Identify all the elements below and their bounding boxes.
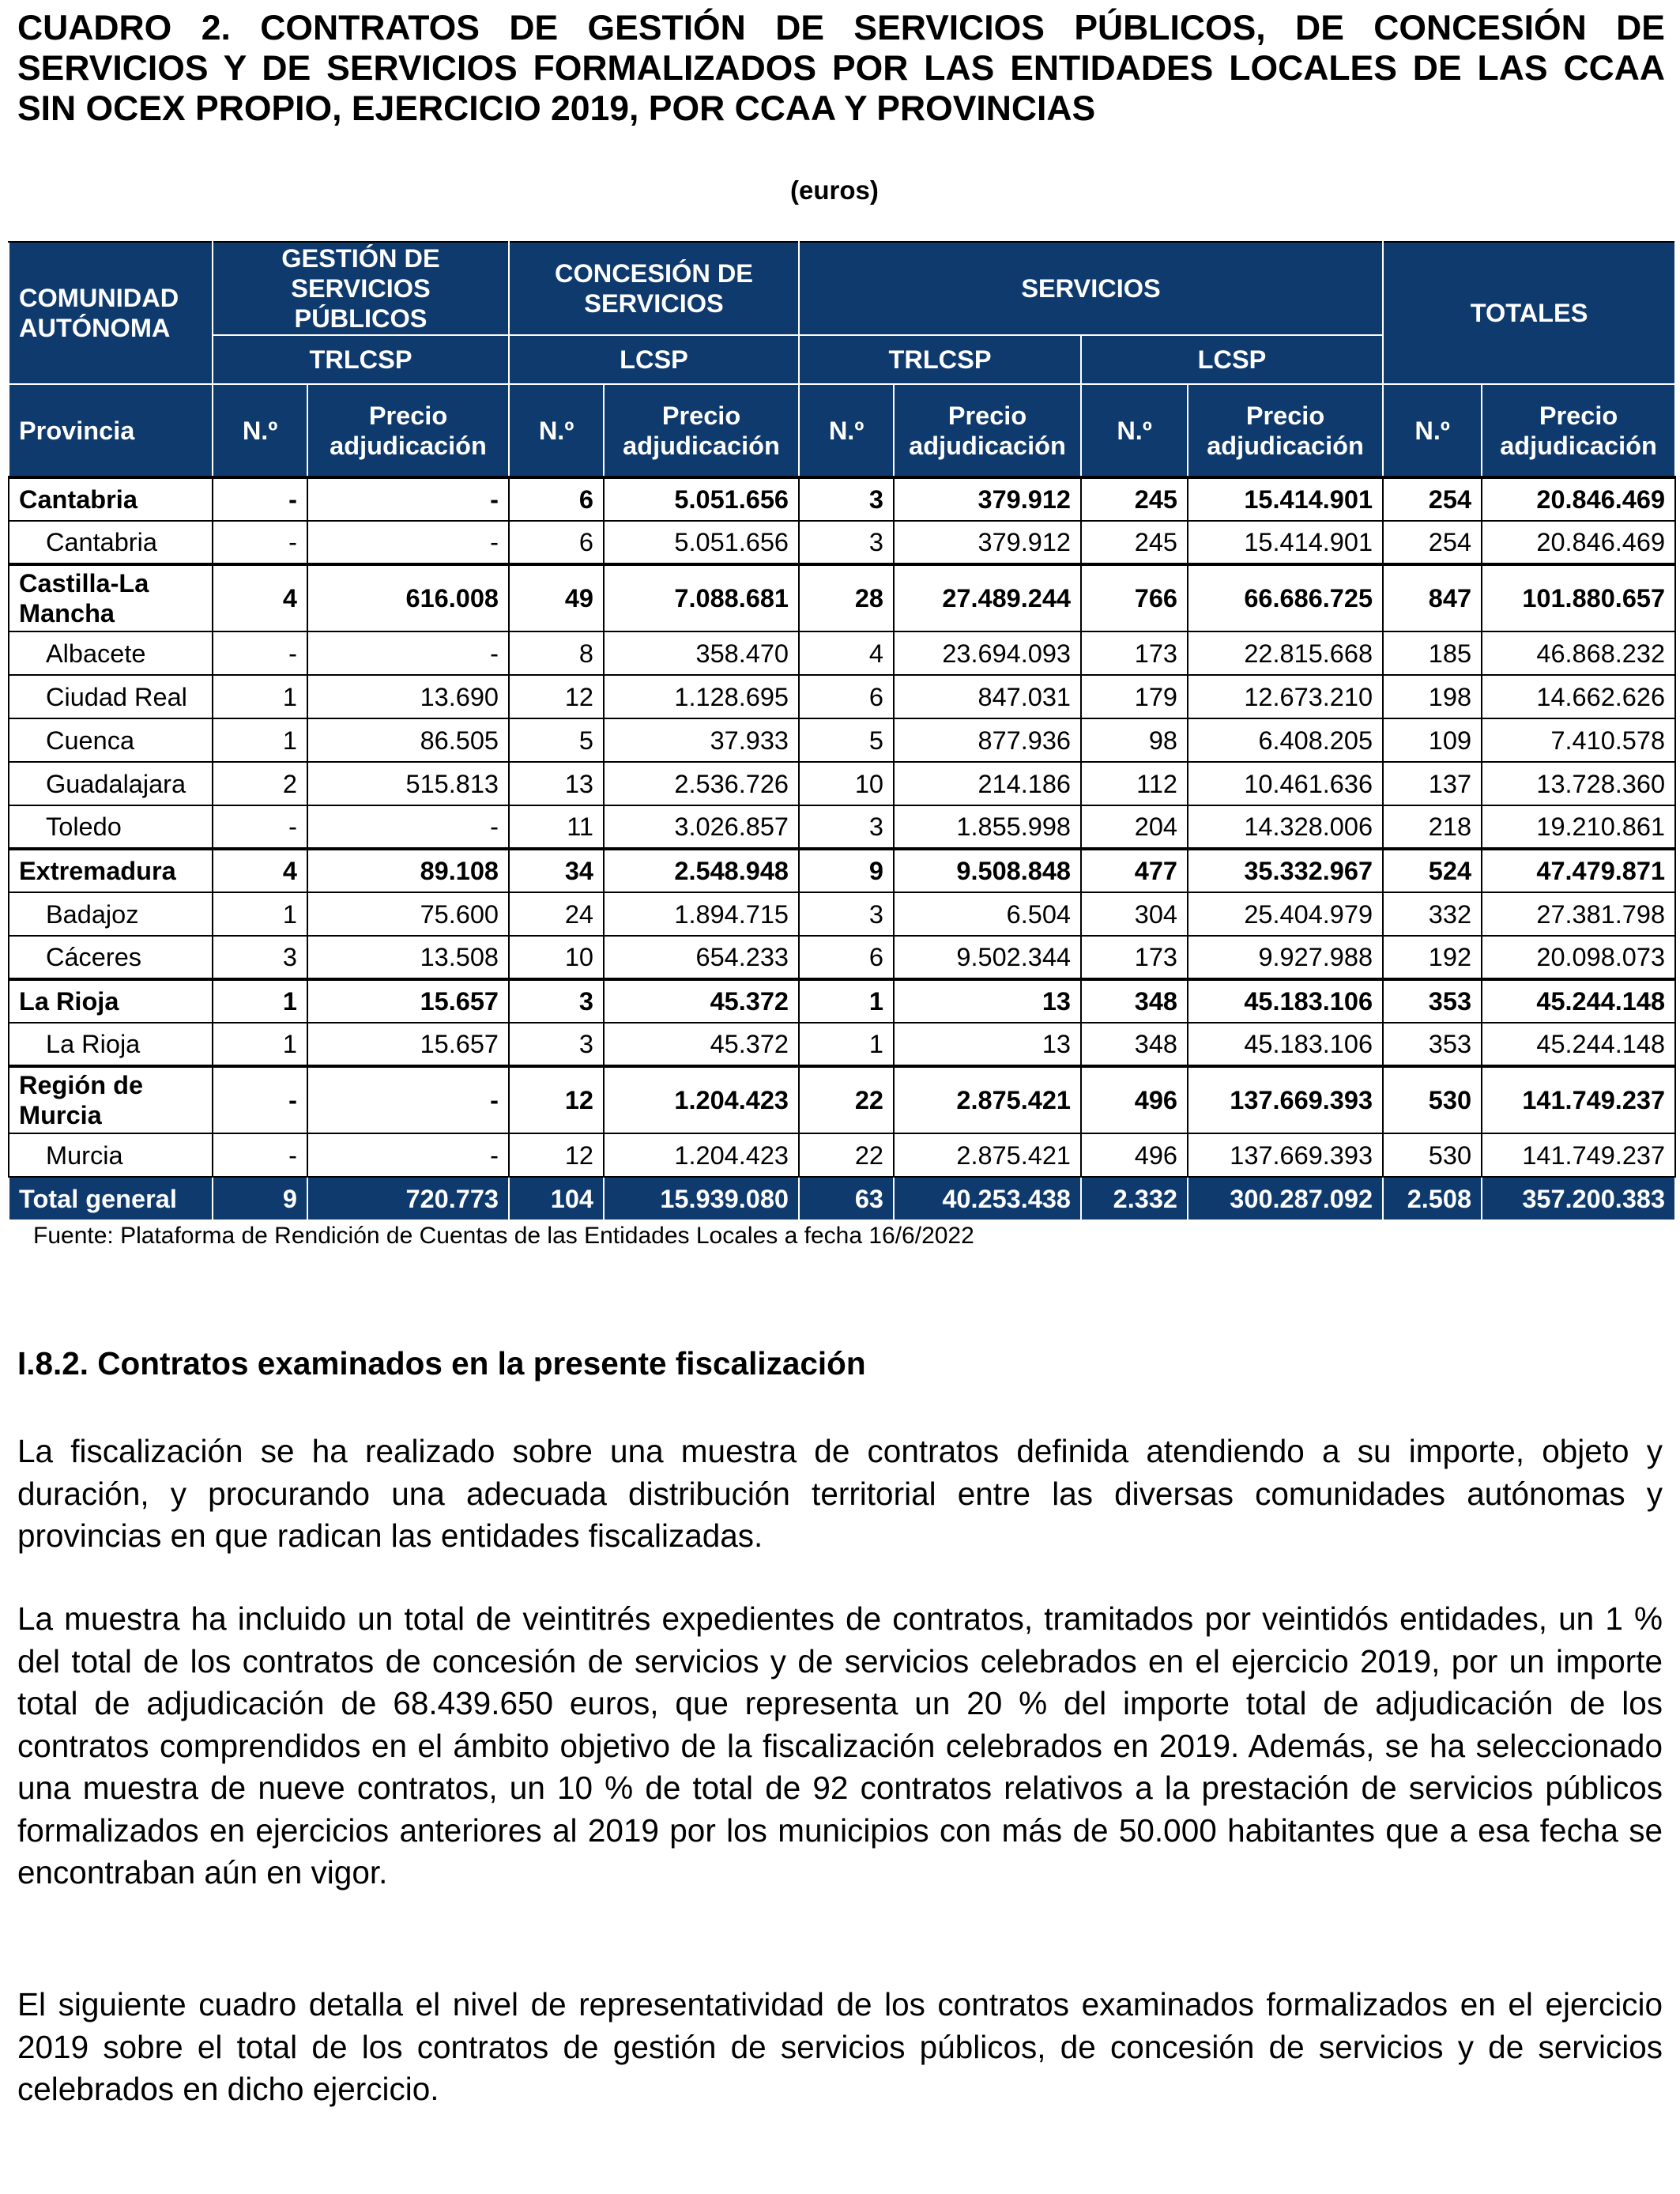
table-cell: 37.933 [604, 718, 799, 762]
table-cell: 109 [1383, 718, 1482, 762]
table-cell: 245 [1081, 521, 1188, 564]
table-cell: 4 [799, 631, 894, 675]
table-cell: 4 [213, 564, 307, 631]
table-cell: 357.200.383 [1482, 1177, 1675, 1220]
table-cell: 35.332.967 [1188, 849, 1383, 892]
row-label: Cantabria [9, 477, 213, 521]
table-cell: 8 [509, 631, 604, 675]
table-cell: - [307, 521, 509, 564]
table-cell: 13.690 [307, 675, 509, 718]
table-cell: 1 [213, 1023, 307, 1066]
table-cell: 75.600 [307, 892, 509, 936]
table-cell: 2 [213, 762, 307, 805]
table-cell: 15.657 [307, 979, 509, 1023]
header-num: N.º [799, 384, 894, 477]
table-cell: 27.489.244 [894, 564, 1081, 631]
table-cell: 20.846.469 [1482, 477, 1675, 521]
paragraph: La fiscalización se ha realizado sobre una muestra de contratos definida atendiendo a su importe, objeto y duración, y procurando una adecuada distribución territorial entre las diversas comunidades autónomas y provincias en que radican las entidades fiscalizadas. [17, 1433, 1663, 1554]
table-cell: 12.673.210 [1188, 675, 1383, 718]
table-cell: 515.813 [307, 762, 509, 805]
table-cell: 2.875.421 [894, 1133, 1081, 1177]
table-cell: 22.815.668 [1188, 631, 1383, 675]
table-cell: 4 [213, 849, 307, 892]
header-comunidad: COMUNIDAD AUTÓNOMA [9, 242, 213, 384]
table-cell: - [213, 1133, 307, 1177]
table-cell: 3 [509, 979, 604, 1023]
table-cell: 112 [1081, 762, 1188, 805]
table-cell: 7.088.681 [604, 564, 799, 631]
header-servicios-lcsp: LCSP [1081, 335, 1383, 384]
unit-label: (euros) [790, 175, 879, 205]
table-cell: 13 [894, 979, 1081, 1023]
header-num: N.º [509, 384, 604, 477]
ccaa-row [9, 979, 1675, 1023]
province-row [9, 805, 1675, 849]
header-precio: Precio adjudicación [1188, 384, 1383, 477]
table-cell: 10 [799, 762, 894, 805]
province-row [9, 936, 1675, 979]
table-cell: 5.051.656 [604, 477, 799, 521]
table-cell: 15.414.901 [1188, 477, 1383, 521]
table-cell: 89.108 [307, 849, 509, 892]
province-row [9, 1023, 1675, 1066]
table-cell: 141.749.237 [1482, 1133, 1675, 1177]
table-cell: 1 [213, 892, 307, 936]
table-cell: 9 [213, 1177, 307, 1220]
table-cell: 23.694.093 [894, 631, 1081, 675]
table-cell: 45.372 [604, 979, 799, 1023]
table-cell: 3.026.857 [604, 805, 799, 849]
table-cell: 173 [1081, 936, 1188, 979]
ccaa-row [9, 1066, 1675, 1133]
table-cell: 45.244.148 [1482, 1023, 1675, 1066]
header-concesion-law: LCSP [509, 335, 799, 384]
row-label: Región de Murcia [9, 1066, 213, 1133]
table-cell: 477 [1081, 849, 1188, 892]
source-note: Fuente: Plataforma de Rendición de Cuentas de las Entidades Locales a fecha 16/6/2022 [33, 1223, 974, 1249]
table-cell: 254 [1383, 477, 1482, 521]
table-cell: - [213, 521, 307, 564]
table-cell: 9 [799, 849, 894, 892]
province-row [9, 675, 1675, 718]
table-cell: 1 [799, 1023, 894, 1066]
table-cell: 766 [1081, 564, 1188, 631]
table-cell: 254 [1383, 521, 1482, 564]
table-cell: - [307, 631, 509, 675]
table-cell: 15.414.901 [1188, 521, 1383, 564]
table-cell: 25.404.979 [1188, 892, 1383, 936]
table-cell: 179 [1081, 675, 1188, 718]
table-cell: 3 [799, 805, 894, 849]
table-cell: 847.031 [894, 675, 1081, 718]
table-cell: 2.875.421 [894, 1066, 1081, 1133]
table-cell: - [213, 1066, 307, 1133]
table-cell: 2.508 [1383, 1177, 1482, 1220]
table-cell: 10 [509, 936, 604, 979]
header-concesion: CONCESIÓN DE SERVICIOS [509, 242, 799, 335]
ccaa-row [9, 477, 1675, 521]
table-cell: - [213, 805, 307, 849]
header-precio: Precio adjudicación [604, 384, 799, 477]
table-cell: 141.749.237 [1482, 1066, 1675, 1133]
row-label: Cantabria [9, 521, 213, 564]
table-cell: 204 [1081, 805, 1188, 849]
row-label: Total general [9, 1177, 213, 1220]
table-cell: 12 [509, 675, 604, 718]
header-precio: Precio adjudicación [894, 384, 1081, 477]
row-label: Castilla-La Mancha [9, 564, 213, 631]
table-cell: - [307, 1066, 509, 1133]
row-label: Extremadura [9, 849, 213, 892]
table-cell: 137.669.393 [1188, 1133, 1383, 1177]
row-label: La Rioja [9, 1023, 213, 1066]
table-cell: - [307, 1133, 509, 1177]
row-label: Murcia [9, 1133, 213, 1177]
table-cell: 40.253.438 [894, 1177, 1081, 1220]
table-cell: 3 [799, 477, 894, 521]
header-gestion-law: TRLCSP [213, 335, 509, 384]
table-cell: 19.210.861 [1482, 805, 1675, 849]
province-row [9, 718, 1675, 762]
table-cell: 530 [1383, 1066, 1482, 1133]
table-cell: 353 [1383, 1023, 1482, 1066]
table-cell: 524 [1383, 849, 1482, 892]
province-row [9, 521, 1675, 564]
table-cell: 2.548.948 [604, 849, 799, 892]
table-cell: 1 [799, 979, 894, 1023]
table-cell: 10.461.636 [1188, 762, 1383, 805]
table-cell: - [307, 477, 509, 521]
table-cell: 530 [1383, 1133, 1482, 1177]
table-cell: 12 [509, 1066, 604, 1133]
header-servicios: SERVICIOS [799, 242, 1383, 335]
table-cell: 12 [509, 1133, 604, 1177]
table-cell: 49 [509, 564, 604, 631]
table-cell: 5 [799, 718, 894, 762]
row-label: Toledo [9, 805, 213, 849]
table-cell: 63 [799, 1177, 894, 1220]
table-cell: 9.508.848 [894, 849, 1081, 892]
table-cell: 13 [894, 1023, 1081, 1066]
table-cell: 86.505 [307, 718, 509, 762]
table-cell: 348 [1081, 1023, 1188, 1066]
row-label: Ciudad Real [9, 675, 213, 718]
table-cell: 22 [799, 1133, 894, 1177]
table-cell: 348 [1081, 979, 1188, 1023]
table-cell: 185 [1383, 631, 1482, 675]
table-cell: 304 [1081, 892, 1188, 936]
table-cell: 45.372 [604, 1023, 799, 1066]
table-cell: 198 [1383, 675, 1482, 718]
row-label: Guadalajara [9, 762, 213, 805]
table-cell: - [213, 477, 307, 521]
table-cell: 1.894.715 [604, 892, 799, 936]
table-cell: 28 [799, 564, 894, 631]
header-num: N.º [1081, 384, 1188, 477]
table-cell: 245 [1081, 477, 1188, 521]
table-cell: 27.381.798 [1482, 892, 1675, 936]
table-cell: - [213, 631, 307, 675]
section-heading: I.8.2. Contratos examinados en la presente fiscalización [17, 1345, 866, 1382]
table-cell: 5.051.656 [604, 521, 799, 564]
total-row [9, 1177, 1675, 1220]
table-cell: 34 [509, 849, 604, 892]
table-cell: 3 [213, 936, 307, 979]
row-label: Badajoz [9, 892, 213, 936]
row-label: Cuenca [9, 718, 213, 762]
table-cell: 1 [213, 718, 307, 762]
table-cell: 616.008 [307, 564, 509, 631]
paragraph: La muestra ha incluido un total de veintitrés expedientes de contratos, tramitados por veintidós entidades, un 1 % del total de los contratos de concesión de servicios y de servicios celebrados en el ejercicio 2019, por un importe total de adjudicación de 68.439.650 euros, que representa un 20 % del importe total de adjudicación de los contratos comprendidos en el ámbito objetivo de la fiscalización celebrados en 2019. Además, se ha seleccionado una muestra de nueve contratos, un 10 % de total de 92 contratos relativos a la prestación de servicios públicos formalizados en ejercicios anteriores al 2019 por los municipios con más de 50.000 habitantes que a esa fecha se encontraban aún en vigor. [17, 1600, 1663, 1891]
table-cell: 496 [1081, 1066, 1188, 1133]
table-cell: 6.408.205 [1188, 718, 1383, 762]
table-cell: 720.773 [307, 1177, 509, 1220]
table-cell: 22 [799, 1066, 894, 1133]
row-label: La Rioja [9, 979, 213, 1023]
ccaa-row [9, 849, 1675, 892]
table-cell: - [307, 805, 509, 849]
table-cell: 1.855.998 [894, 805, 1081, 849]
table-cell: 6 [509, 477, 604, 521]
table-cell: 379.912 [894, 521, 1081, 564]
table-cell: 20.098.073 [1482, 936, 1675, 979]
table-cell: 15.939.080 [604, 1177, 799, 1220]
table-cell: 877.936 [894, 718, 1081, 762]
table-cell: 14.328.006 [1188, 805, 1383, 849]
header-gestion: GESTIÓN DE SERVICIOS PÚBLICOS [213, 242, 509, 335]
table-cell: 45.244.148 [1482, 979, 1675, 1023]
table-cell: 9.927.988 [1188, 936, 1383, 979]
table-cell: 14.662.626 [1482, 675, 1675, 718]
table-cell: 24 [509, 892, 604, 936]
table-cell: 45.183.106 [1188, 979, 1383, 1023]
table-body [9, 477, 1675, 1220]
table-caption: CUADRO 2. CONTRATOS DE GESTIÓN DE SERVICIOS PÚBLICOS, DE CONCESIÓN DE SERVICIOS Y DE SERVICIOS FORMALIZADOS POR LAS ENTIDADES LOCALES DE LAS CCAA SIN OCEX PROPIO, EJERCICIO 2019, POR CCAA Y PROVINCIAS [17, 9, 1665, 128]
table-cell: 496 [1081, 1133, 1188, 1177]
table-cell: 654.233 [604, 936, 799, 979]
table-cell: 15.657 [307, 1023, 509, 1066]
table-cell: 6 [799, 675, 894, 718]
header-servicios-trlcsp: TRLCSP [799, 335, 1081, 384]
table-cell: 6 [799, 936, 894, 979]
table-cell: 218 [1383, 805, 1482, 849]
province-row [9, 892, 1675, 936]
table-cell: 137 [1383, 762, 1482, 805]
header-provincia: Provincia [9, 384, 213, 477]
table-cell: 6.504 [894, 892, 1081, 936]
header-num: N.º [213, 384, 307, 477]
header-num: N.º [1383, 384, 1482, 477]
table-cell: 1 [213, 675, 307, 718]
table-cell: 5 [509, 718, 604, 762]
contracts-table [8, 241, 1676, 1221]
table-cell: 1.204.423 [604, 1066, 799, 1133]
table-cell: 192 [1383, 936, 1482, 979]
table-cell: 358.470 [604, 631, 799, 675]
table-cell: 13 [509, 762, 604, 805]
table-cell: 104 [509, 1177, 604, 1220]
province-row [9, 1133, 1675, 1177]
table-cell: 20.846.469 [1482, 521, 1675, 564]
ccaa-row [9, 564, 1675, 631]
table-cell: 101.880.657 [1482, 564, 1675, 631]
province-row [9, 631, 1675, 675]
table-cell: 6 [509, 521, 604, 564]
header-totales: TOTALES [1383, 242, 1675, 384]
table-cell: 1.128.695 [604, 675, 799, 718]
province-row [9, 762, 1675, 805]
table-cell: 45.183.106 [1188, 1023, 1383, 1066]
table-cell: 2.536.726 [604, 762, 799, 805]
header-precio: Precio adjudicación [1482, 384, 1675, 477]
table-cell: 332 [1383, 892, 1482, 936]
table-cell: 173 [1081, 631, 1188, 675]
table-cell: 66.686.725 [1188, 564, 1383, 631]
table-cell: 847 [1383, 564, 1482, 631]
table-cell: 47.479.871 [1482, 849, 1675, 892]
table-cell: 3 [799, 521, 894, 564]
table-cell: 379.912 [894, 477, 1081, 521]
table-cell: 137.669.393 [1188, 1066, 1383, 1133]
table-cell: 7.410.578 [1482, 718, 1675, 762]
table-cell: 9.502.344 [894, 936, 1081, 979]
table-cell: 300.287.092 [1188, 1177, 1383, 1220]
row-label: Albacete [9, 631, 213, 675]
table-cell: 11 [509, 805, 604, 849]
table-cell: 46.868.232 [1482, 631, 1675, 675]
table-cell: 98 [1081, 718, 1188, 762]
header-precio: Precio adjudicación [307, 384, 509, 477]
table-cell: 13.728.360 [1482, 762, 1675, 805]
table-cell: 214.186 [894, 762, 1081, 805]
table-cell: 13.508 [307, 936, 509, 979]
table-cell: 3 [509, 1023, 604, 1066]
paragraph: El siguiente cuadro detalla el nivel de representatividad de los contratos examinados formalizados en el ejercicio 2019 sobre el total de los contratos de gestión de servicios públicos, de concesión de servicios y de servicios celebrados en dicho ejercicio. [17, 1986, 1663, 2107]
table-cell: 2.332 [1081, 1177, 1188, 1220]
table-cell: 3 [799, 892, 894, 936]
row-label: Cáceres [9, 936, 213, 979]
table-cell: 353 [1383, 979, 1482, 1023]
table-cell: 1.204.423 [604, 1133, 799, 1177]
table-cell: 1 [213, 979, 307, 1023]
